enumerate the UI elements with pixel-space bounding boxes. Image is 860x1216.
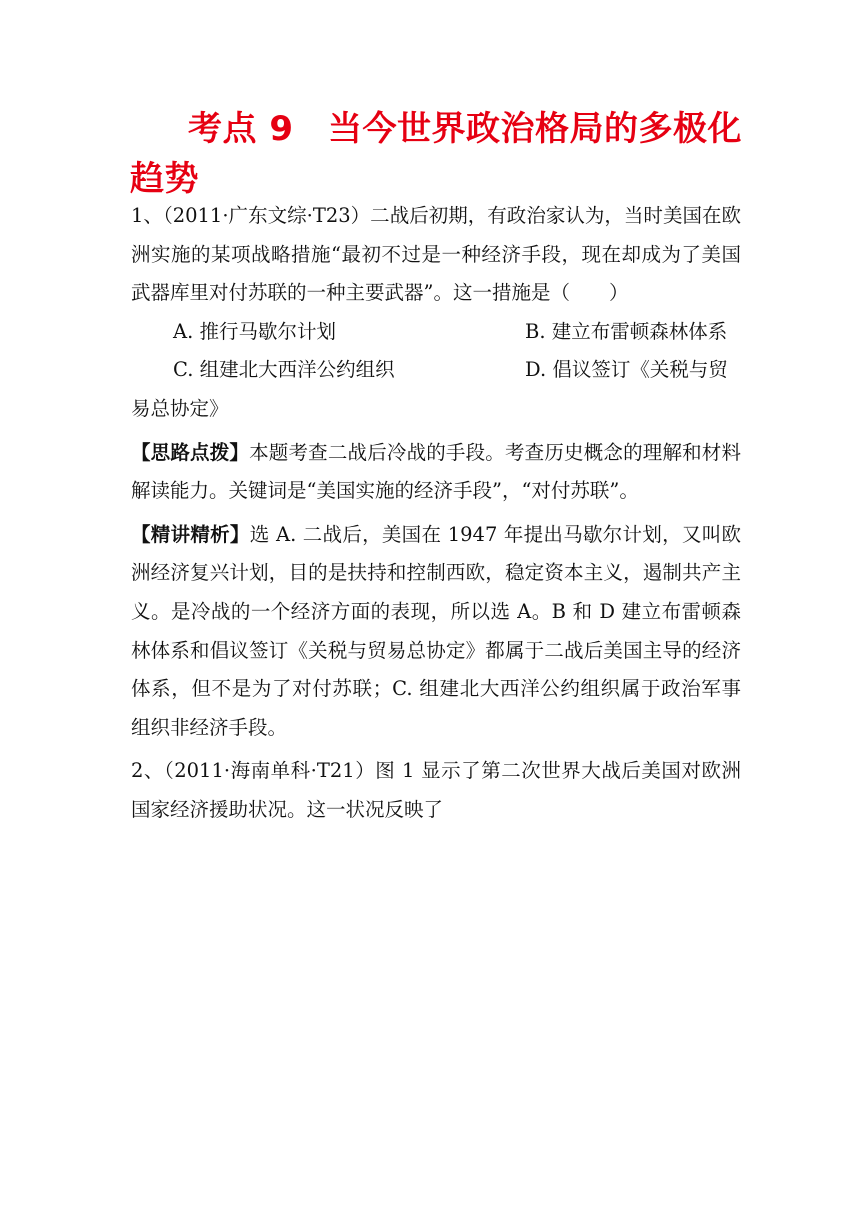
option-d: D. 倡议签订《关税与贸 xyxy=(525,358,728,382)
analysis-tag: 【精讲精析】 xyxy=(131,522,250,546)
question-1-stem: 1、（2011·广东文综·T23）二战后初期，有政治家认为，当时美国在欧洲实施的某项战略措施“最初不过是一种经济手段，现在却成为了美国武器库里对付苏联的一种主要武器”。这一措施是（ ） xyxy=(131,204,741,305)
hint-text: 本题考查二战后冷战的手段。考查历史概念的理解和材料解读能力。关键词是“美国实施的经济手段”，“对付苏联”。 xyxy=(131,440,741,503)
option-a: A. 推行马歇尔计划 xyxy=(173,319,336,343)
analysis-text: 选 A. 二战后，美国在 1947 年提出马歇尔计划，又叫欧洲经济复兴计划，目的是扶持和控制西欧，稳定资本主义，遏制共产主义。是冷战的一个经济方面的表现，所以选 A。B 和 D 建立布雷顿森林体系和倡议签订《关税与贸易总协定》都属于二战后美国主导的经济体系，但不是为了对付苏联；C. 组建北大西洋公约组织属于政治军事组织非经济手段。 xyxy=(131,522,741,739)
document-body xyxy=(131,197,741,830)
analysis-paragraph xyxy=(131,516,741,748)
question-1-options-row-2 xyxy=(131,351,741,390)
question-1-options-row-1 xyxy=(131,313,741,352)
question-2-stem: 2、（2011·海南单科·T21）图 1 显示了第二次世界大战后美国对欧洲国家经济援助状况。这一状况反映了 xyxy=(131,759,741,821)
option-b: B. 建立布雷顿森林体系 xyxy=(525,319,728,343)
hint-tag: 【思路点拨】 xyxy=(131,440,250,464)
option-d-continuation: 易总协定》 xyxy=(131,396,229,420)
page-title: 考点 9 当今世界政治格局的多极化趋势 xyxy=(130,109,742,199)
option-c: C. 组建北大西洋公约组织 xyxy=(173,358,395,382)
hint-paragraph xyxy=(131,434,741,511)
